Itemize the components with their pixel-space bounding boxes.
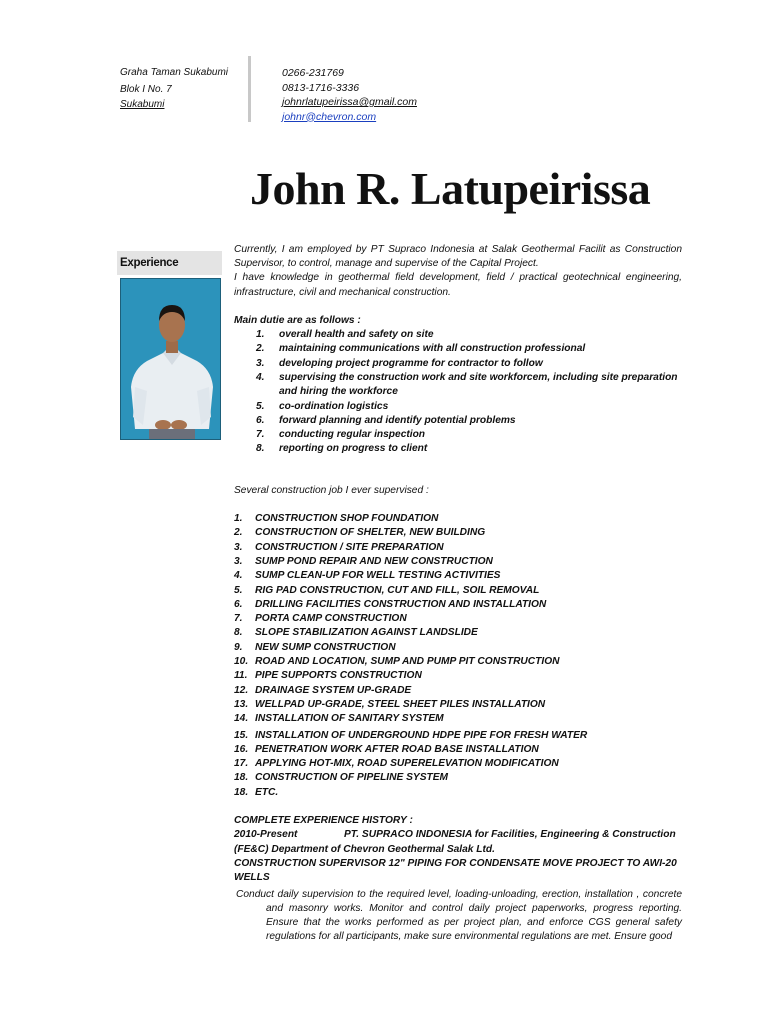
history-period: 2010-Present xyxy=(234,829,298,841)
list-item: 7. PORTA CAMP CONSTRUCTION xyxy=(234,613,407,625)
address-line-3: Sukabumi xyxy=(120,99,165,110)
history-department: (FE&C) Department of Chevron Geothermal Salak Ltd. xyxy=(234,843,495,855)
address-line-1: Graha Taman Sukabumi xyxy=(120,67,229,78)
list-item: 9. NEW SUMP CONSTRUCTION xyxy=(234,641,396,653)
list-item: 18. CONSTRUCTION OF PIPELINE SYSTEM xyxy=(234,772,449,784)
list-item: 18. ETC. xyxy=(234,786,279,798)
list-item: 6. DRILLING FACILITIES CONSTRUCTION AND INSTALLATION xyxy=(234,598,547,610)
list-item: 4. supervising the construction work and site workforcem, including site preparation and hiring the workforce xyxy=(256,372,678,398)
list-item: 4. SUMP CLEAN-UP FOR WELL TESTING ACTIVITIES xyxy=(234,570,501,582)
history-title: COMPLETE EXPERIENCE HISTORY : xyxy=(234,815,413,827)
list-item: 16. PENETRATION WORK AFTER ROAD BASE INSTALLATION xyxy=(234,743,539,755)
phone-2: 0813-1716-3336 xyxy=(282,81,360,94)
person-name: John R. Latupeirissa xyxy=(250,163,651,214)
summary-paragraph-1: Currently, I am employed by PT Supraco Indonesia at Salak Geothermal Facilit as Construction Supervisor, to control, manage and supervise of the Capital Project. xyxy=(234,244,682,270)
email-link-2[interactable]: johnr@chevron.com xyxy=(282,110,377,123)
summary-paragraph-2: I have knowledge in geothermal field development, field / practical geotechnical engineering, infrastructure, civil and mechanical construction. xyxy=(234,272,682,298)
list-item: 10. ROAD AND LOCATION, SUMP AND PUMP PIT CONSTRUCTION xyxy=(234,656,560,668)
address-block xyxy=(120,66,228,115)
list-item: 3. SUMP POND REPAIR AND NEW CONSTRUCTION xyxy=(234,555,493,567)
list-item: 2. CONSTRUCTION OF SHELTER, NEW BUILDING xyxy=(234,527,486,539)
list-item: 8. reporting on progress to client xyxy=(256,443,428,455)
main-content xyxy=(234,243,682,945)
header-divider xyxy=(248,56,251,122)
experience-history xyxy=(234,814,682,885)
person-photo-icon xyxy=(121,279,221,440)
history-role: CONSTRUCTION SUPERVISOR 12" PIPING FOR CONDENSATE MOVE PROJECT TO AWI-20 WELLS xyxy=(234,857,677,884)
jobs-list xyxy=(234,512,682,800)
list-item: 5. RIG PAD CONSTRUCTION, CUT AND FILL, SOIL REMOVAL xyxy=(234,584,540,596)
list-item: 3. developing project programme for contractor to follow xyxy=(256,357,543,369)
list-item: 14. INSTALLATION OF SANITARY SYSTEM xyxy=(234,713,444,725)
list-item: 8. SLOPE STABILIZATION AGAINST LANDSLIDE xyxy=(234,627,478,639)
history-company: PT. SUPRACO INDONESIA for Facilities, Engineering & Construction xyxy=(344,829,676,841)
list-item: 2. maintaining communications with all construction professional xyxy=(256,343,586,355)
duties-title: Main dutie are as follows : xyxy=(234,314,361,326)
list-item: 17. APPLYING HOT-MIX, ROAD SUPERELEVATION MODIFICATION xyxy=(234,758,559,770)
duties-list xyxy=(234,328,682,457)
profile-photo xyxy=(120,278,221,440)
list-item: 15. INSTALLATION OF UNDERGROUND HDPE PIPE FOR FRESH WATER xyxy=(234,729,588,741)
history-description: Conduct daily supervision to the required level, loading-unloading, erection, installation , concrete and masonry works. Monitor and control daily project paperworks, progress reporting. Ensure that the works performed as per project plan, and enforce CGS general safety regulations for all participants, make sure environmental regulations are met. Ensure good xyxy=(236,888,682,943)
experience-section-label: Experience xyxy=(117,251,222,275)
list-item: 7. conducting regular inspection xyxy=(256,429,426,441)
list-item: 13. WELLPAD UP-GRADE, STEEL SHEET PILES INSTALLATION xyxy=(234,698,546,710)
phone-1: 0266-231769 xyxy=(282,67,344,79)
list-item: 12. DRAINAGE SYSTEM UP-GRADE xyxy=(234,684,412,696)
jobs-title: Several construction job I ever supervised : xyxy=(234,484,429,496)
list-item: 6. forward planning and identify potential problems xyxy=(256,414,516,426)
email-link-1[interactable]: johnrlatupeirissa@gmail.com xyxy=(282,96,417,108)
address-line-2: Blok I No. 7 xyxy=(120,84,172,95)
list-item: 1. overall health and safety on site xyxy=(256,329,434,341)
list-item: 3. CONSTRUCTION / SITE PREPARATION xyxy=(234,541,444,553)
history-period-company xyxy=(234,828,682,842)
list-item: 5. co-ordination logistics xyxy=(256,400,389,412)
list-item: 11. PIPE SUPPORTS CONSTRUCTION xyxy=(234,670,422,682)
summary xyxy=(234,243,682,300)
list-item: 1. CONSTRUCTION SHOP FOUNDATION xyxy=(234,513,439,525)
contact-block xyxy=(282,66,417,124)
